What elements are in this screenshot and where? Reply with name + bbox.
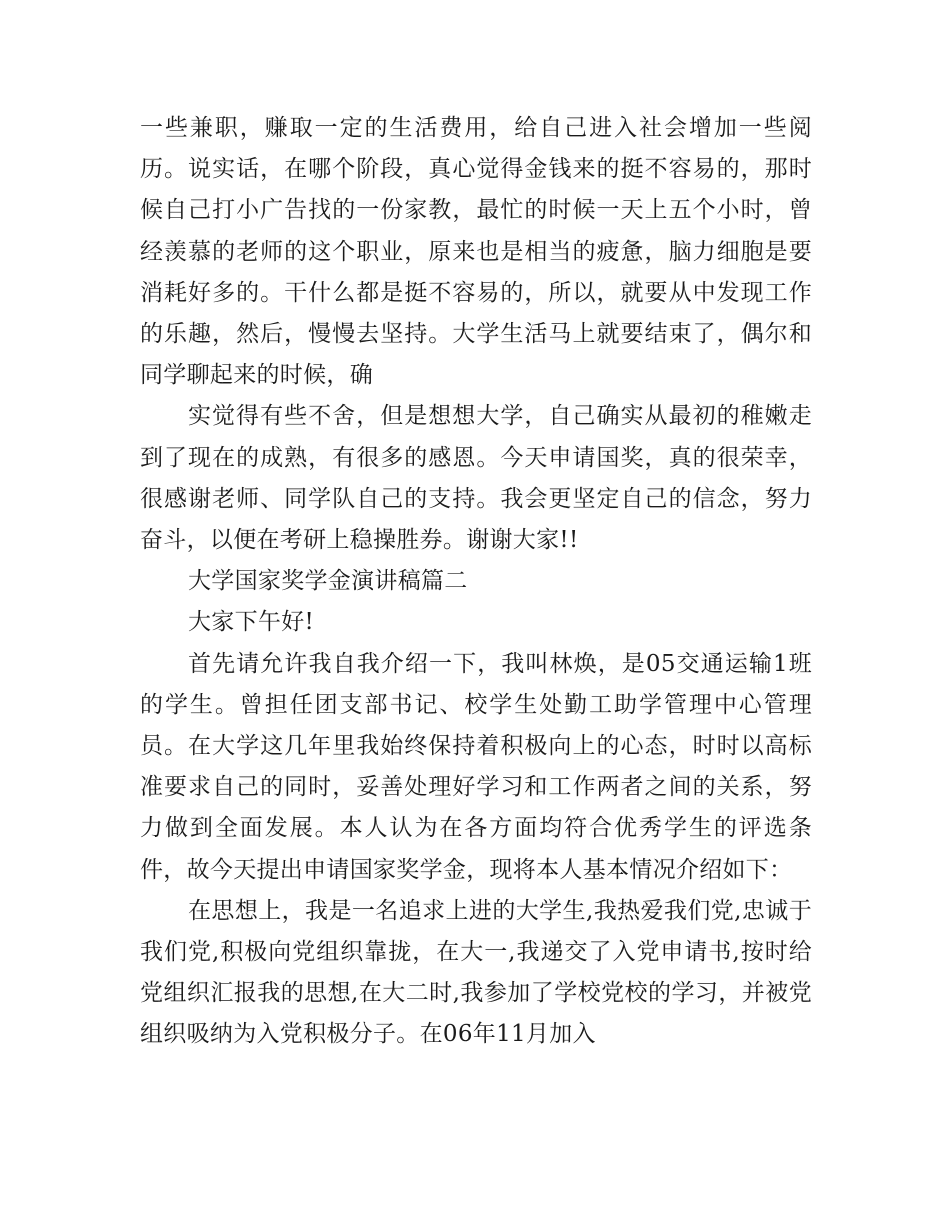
document-body — [140, 108, 812, 1056]
greeting: 大家下午好! — [188, 609, 315, 636]
paragraph-introduction: 首先请允许我自我介绍一下，我叫林焕，是05交通运输1班的学生。曾担任团支部书记、校学生处勤工助学管理中心管理员。在大学这几年里我始终保持着积极向上的心态，时时以高标准要求自己的同时，妥善处理好学习和工作两者之间的关系，努力做到全面发展。本人认为在各方面均符合优秀学生的评选条件，故今天提出申请国家奖学金，现将本人基本情况介绍如下： — [140, 650, 812, 883]
paragraph-thanks: 实觉得有些不舍，但是想想大学，自己确实从最初的稚嫩走到了现在的成熟，有很多的感恩。今天申请国奖，真的很荣幸，很感谢老师、同学队自己的支持。我会更坚定自己的信念，努力奋斗，以便在考研上稳操胜券。谢谢大家!! — [140, 403, 812, 554]
paragraph-ideology: 在思想上，我是一名追求上进的大学生,我热爱我们党,忠诚于我们党,积极向党组织靠拢，在大一,我递交了入党申请书,按时给党组织汇报我的思想,在大二时,我参加了学校党校的学习，并被党组织吸纳为入党积极分子。在06年11月加入 — [140, 897, 812, 1048]
paragraph-continuation: 一些兼职，赚取一定的生活费用，给自己进入社会增加一些阅历。说实话，在哪个阶段，真心觉得金钱来的挺不容易的，那时候自己打小广告找的一份家教，最忙的时候一天上五个小时，曾经羡慕的老师的这个职业，原来也是相当的疲惫，脑力细胞是要消耗好多的。干什么都是挺不容易的，所以，就要从中发现工作的乐趣，然后，慢慢去坚持。大学生活马上就要结束了，偶尔和同学聊起来的时候，确 — [140, 115, 812, 389]
section-heading: 大学国家奖学金演讲稿篇二 — [188, 568, 468, 595]
